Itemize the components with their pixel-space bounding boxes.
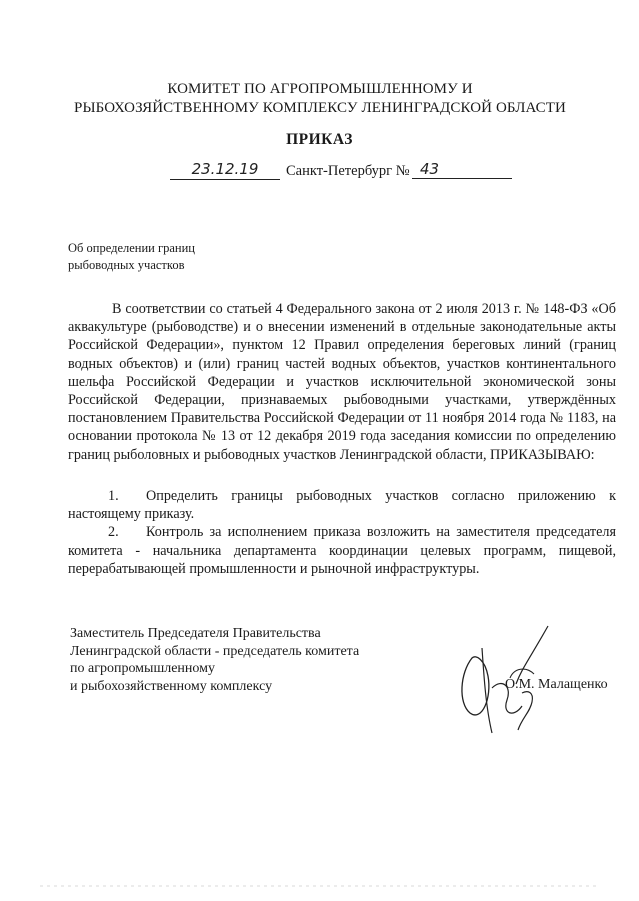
signature-title-block (70, 625, 359, 695)
item-text: Определить границы рыбоводных участков согласно приложению к настоящему приказу. (68, 488, 616, 523)
org-name-line-1: КОМИТЕТ ПО АГРОПРОМЫШЛЕННОМУ И (167, 81, 473, 97)
signer-name: О.М. Малащенко (505, 677, 608, 692)
order-date: 23.12.19 (170, 160, 280, 180)
subject-line-1: Об определении границ (68, 241, 195, 255)
scan-artifact-line (40, 884, 600, 888)
body-paragraph: В соответствии со статьей 4 Федерального закона от 2 июля 2013 г. № 148-ФЗ «Об аквакультуре (рыбоводстве) и о внесении изменений в отдельные законодательные акты Российской Федерации», пунктом 12 Правил определения береговых линий (границ водных объектов) и (или) границ частей водных объектов, участков континентального шельфа Российской Федерации и участков исключительной экономической зоны Российской Федерации, признаваемых рыбоводными участками, утверждённых постановлением Правительства Российской Федерации от 11 ноября 2014 года № 1183, на основании протокола № 13 от 12 декабря 2019 года заседания комиссии по определению границ рыболовных и рыбоводных участков Ленинградской области, ПРИКАЗЫВАЮ: (68, 301, 616, 463)
item-number: 2. (108, 524, 119, 541)
subject-block (68, 240, 195, 274)
item-number: 1. (108, 488, 119, 504)
item-text: Контроль за исполнением приказа возложить на заместителя председателя комитета - начальника департамента координации целевых программ, пищевой, перерабатывающей промышленности и рыночной инфраструктуры. (68, 524, 616, 577)
signer-title-line-3: по агропромышленному (70, 661, 215, 676)
org-name-line-2: РЫБОХОЗЯЙСТВЕННОМУ КОМПЛЕКСУ ЛЕНИНГРАДСКОЙ ОБЛАСТИ (74, 100, 566, 116)
doc-type-title: ПРИКАЗ (286, 131, 353, 148)
signer-title-line-4: и рыбохозяйственному комплексу (70, 678, 273, 694)
document-header (40, 80, 600, 118)
city-label: Санкт-Петербург № (286, 163, 410, 179)
subject-line-2: рыбоводных участков (68, 258, 185, 272)
body-text (68, 300, 616, 464)
signer-title-line-1: Заместитель Председателя Правительства (70, 626, 321, 641)
order-item (68, 487, 616, 523)
order-items (68, 487, 616, 578)
date-number-line (168, 160, 528, 182)
order-item (68, 523, 616, 578)
signer-title-line-2: Ленинградской области - председатель комитета (70, 643, 360, 659)
order-number: 43 (412, 160, 512, 179)
